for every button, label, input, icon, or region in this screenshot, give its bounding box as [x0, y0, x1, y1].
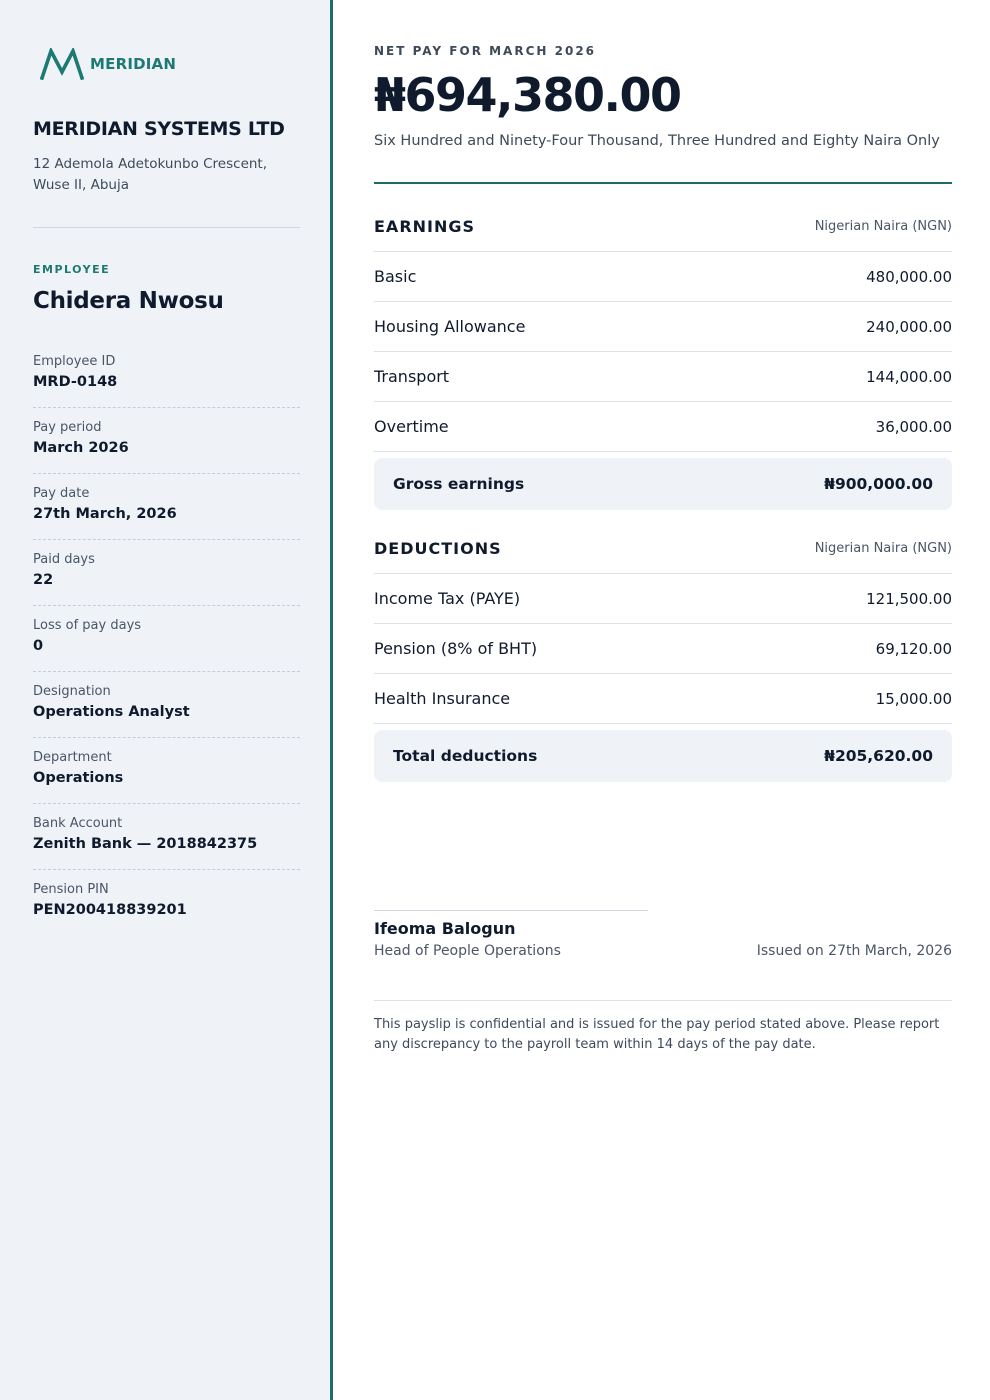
row-label: Basic — [374, 267, 417, 286]
earnings-row — [374, 252, 952, 302]
logo-text: MERIDIAN — [90, 55, 177, 73]
employee-name: Chidera Nwosu — [33, 288, 224, 314]
total-deductions — [374, 730, 952, 782]
row-amount: 144,000.00 — [866, 367, 952, 386]
employee-section-label: EMPLOYEE — [33, 263, 111, 276]
field-pay-date — [33, 474, 300, 540]
mountain-logo-icon — [40, 48, 84, 80]
signature-line — [374, 910, 648, 911]
company-name: MERIDIAN SYSTEMS LTD — [33, 118, 285, 140]
row-amount: 121,500.00 — [866, 589, 952, 608]
earnings-title: EARNINGS — [374, 217, 476, 236]
field-label: Department — [33, 750, 112, 765]
row-label: Pension (8% of BHT) — [374, 639, 538, 658]
total-amount: ₦900,000.00 — [824, 475, 933, 493]
field-value: MRD-0148 — [33, 374, 118, 390]
field-label: Employee ID — [33, 354, 116, 369]
field-label: Pay date — [33, 486, 90, 501]
field-label: Pay period — [33, 420, 102, 435]
earnings-row — [374, 352, 952, 402]
deductions-header — [374, 524, 952, 574]
sidebar — [0, 0, 333, 1400]
field-label: Paid days — [33, 552, 95, 567]
field-loss-of-pay-days — [33, 606, 300, 672]
deductions-section — [374, 524, 952, 782]
deductions-row — [374, 674, 952, 724]
row-amount: 69,120.00 — [875, 639, 952, 658]
row-amount: 240,000.00 — [866, 317, 952, 336]
field-paid-days — [33, 540, 300, 606]
field-employee-id — [33, 342, 300, 408]
field-value: Operations Analyst — [33, 704, 190, 720]
row-amount: 15,000.00 — [875, 689, 952, 708]
deductions-currency: Nigerian Naira (NGN) — [814, 541, 952, 556]
deductions-title: DEDUCTIONS — [374, 539, 502, 558]
row-label: Income Tax (PAYE) — [374, 589, 521, 608]
total-label: Gross earnings — [393, 475, 525, 493]
divider — [33, 227, 300, 228]
total-amount: ₦205,620.00 — [824, 747, 933, 765]
field-value: 0 — [33, 638, 44, 654]
field-value: March 2026 — [33, 440, 129, 456]
net-pay-amount: ₦694,380.00 — [374, 68, 681, 122]
field-pension-pin — [33, 870, 300, 936]
row-label: Health Insurance — [374, 689, 511, 708]
field-bank-account — [33, 804, 300, 870]
row-label: Housing Allowance — [374, 317, 526, 336]
row-label: Overtime — [374, 417, 449, 436]
field-value: 22 — [33, 572, 54, 588]
company-address: 12 Ademola Adetokunbo Crescent, Wuse II, Abuja — [33, 156, 268, 193]
field-label: Loss of pay days — [33, 618, 142, 633]
deductions-row — [374, 574, 952, 624]
net-pay-divider — [374, 182, 952, 184]
earnings-currency: Nigerian Naira (NGN) — [814, 219, 952, 234]
footer-note: This payslip is confidential and is issued for the pay period stated above. Please report any discrepancy to the payroll team within 14 days of the pay date. — [374, 1017, 940, 1052]
earnings-section — [374, 202, 952, 510]
field-label: Pension PIN — [33, 882, 109, 897]
signatory-title: Head of People Operations — [374, 943, 561, 959]
signatory-name: Ifeoma Balogun — [374, 919, 516, 938]
field-value: PEN200418839201 — [33, 902, 187, 918]
company-logo — [40, 48, 176, 80]
earnings-row — [374, 302, 952, 352]
field-label: Bank Account — [33, 816, 123, 831]
deductions-row — [374, 624, 952, 674]
field-department — [33, 738, 300, 804]
issued-date: Issued on 27th March, 2026 — [756, 943, 952, 959]
field-value: Operations — [33, 770, 124, 786]
total-label: Total deductions — [393, 747, 538, 765]
footer-divider — [374, 1000, 952, 1001]
employee-details — [33, 342, 300, 936]
field-pay-period — [33, 408, 300, 474]
row-amount: 480,000.00 — [866, 267, 952, 286]
net-pay-label: NET PAY FOR MARCH 2026 — [374, 44, 597, 58]
field-designation — [33, 672, 300, 738]
field-label: Designation — [33, 684, 111, 699]
field-value: 27th March, 2026 — [33, 506, 177, 522]
net-pay-in-words: Six Hundred and Ninety-Four Thousand, Three Hundred and Eighty Naira Only — [374, 133, 940, 149]
row-label: Transport — [374, 367, 450, 386]
field-value: Zenith Bank — 2018842375 — [33, 836, 258, 852]
earnings-header — [374, 202, 952, 252]
earnings-row — [374, 402, 952, 452]
gross-earnings-total — [374, 458, 952, 510]
row-amount: 36,000.00 — [875, 417, 952, 436]
